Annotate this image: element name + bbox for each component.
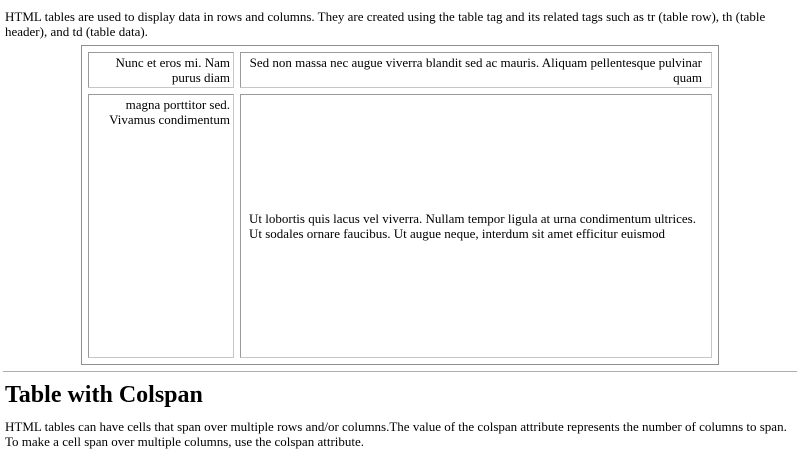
intro-paragraph: HTML tables are used to display data in rows and columns. They are created using the table tag and its related tags such as tr (table row), th (table header), and td (table data). (5, 9, 766, 39)
table-row (88, 52, 712, 88)
colspan-section-paragraph: HTML tables can have cells that span over multiple rows and/or columns.The value of the colspan attribute represents the number of columns to span. To make a cell span over multiple columns, use the colspan attribute. (5, 419, 787, 449)
horizontal-rule (3, 371, 797, 372)
table-cell-nunc: Nunc et eros mi. Nam purus diam (88, 52, 234, 88)
table-row (88, 94, 712, 358)
table-cell-sed: Sed non massa nec augue viverra blandit sed ac mauris. Aliquam pellentesque pulvinar quam (240, 52, 712, 88)
table-cell-ut-lobortis: Ut lobortis quis lacus vel viverra. Nullam tempor ligula at urna condimentum ultrices. Ut sodales ornare faucibus. Ut augue neque, interdum sit amet efficitur euismod (240, 94, 712, 358)
colspan-section-heading: Table with Colspan (5, 382, 203, 408)
table-cell-magna: magna porttitor sed. Vivamus condimentum (88, 94, 234, 358)
example-table (81, 45, 719, 365)
